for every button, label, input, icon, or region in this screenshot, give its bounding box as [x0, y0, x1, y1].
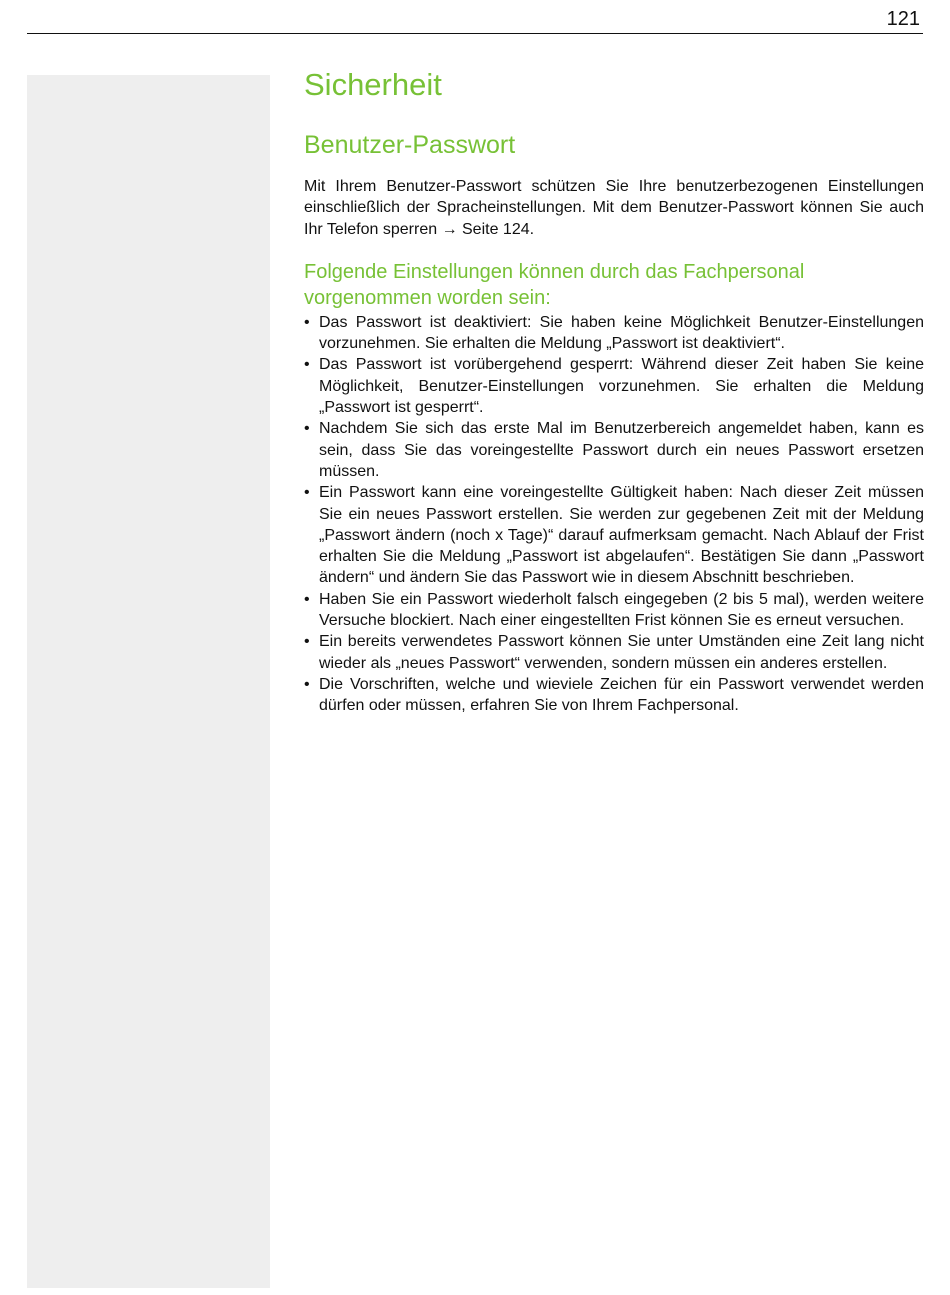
list-item [304, 589, 924, 632]
list-item [304, 354, 924, 418]
list-item [304, 631, 924, 674]
bullet-icon: • [304, 356, 310, 374]
sidebar-panel [27, 75, 270, 1288]
list-item [304, 312, 924, 355]
list-item-text: Ein bereits verwendetes Passwort können Sie unter Umständen eine Zeit lang nicht wieder als „neues Passwort“ verwenden, sondern müssen ein anderes erstellen. [319, 633, 924, 672]
list-item-text: Ein Passwort kann eine voreingestellte Gültigkeit haben: Nach dieser Zeit müssen Sie ein neues Passwort erstellen. Sie werden zur gegebenen Zeit mit der Meldung „Passwort ändern (noch x Tage)“ darauf aufmerksam gemacht. Nach Ablauf der Frist erhalten Sie die Meldung „Passwort ist abgelaufen“. Bestätigen Sie dann „Passwort ändern“ und ändern Sie das Passwort wie in diesem Abschnitt beschrieben. [319, 484, 924, 587]
bullet-icon: • [304, 313, 310, 331]
header-rule [27, 33, 923, 34]
main-content [304, 64, 924, 717]
page-title: Sicherheit [304, 67, 442, 102]
list-item [304, 674, 924, 717]
list-item-text: Das Passwort ist vorübergehend gesperrt: Während dieser Zeit haben Sie keine Möglichkeit, Benutzer-Einstellungen vorzunehmen. Sie erhalten die Meldung „Passwort ist gesperrt“. [319, 356, 924, 417]
list-item [304, 482, 924, 588]
intro-paragraph: Mit Ihrem Benutzer-Passwort schützen Sie Ihre benutzerbezogenen Einstellungen einschließlich der Spracheinstellungen. Mit dem Benutzer-Passwort können Sie auch Ihr Telefon sperren → Seite 124. [304, 178, 924, 238]
bullet-icon: • [304, 484, 310, 502]
list-item-text: Das Passwort ist deaktiviert: Sie haben keine Möglichkeit Benutzer-Einstellungen vorzunehmen. Sie erhalten die Meldung „Passwort ist deaktiviert“. [319, 313, 924, 353]
section-title: Benutzer-Passwort [304, 131, 516, 159]
list-item-text: Haben Sie ein Passwort wiederholt falsch eingegeben (2 bis 5 mal), werden weitere Versuche blockiert. Nach einer eingestellten Frist können Sie es erneut versuchen. [319, 590, 924, 630]
bullet-icon: • [304, 675, 310, 693]
bullet-icon: • [304, 633, 310, 651]
list-item-text: Die Vorschriften, welche und wieviele Zeichen für ein Passwort verwendet werden dürfen oder müssen, erfahren Sie von Ihrem Fachpersonal. [319, 675, 924, 715]
list-item [304, 418, 924, 482]
settings-heading: Folgende Einstellungen können durch das Fachpersonal vorgenommen worden sein: [304, 260, 805, 309]
bullet-icon: • [304, 420, 310, 438]
settings-list [304, 312, 924, 717]
bullet-icon: • [304, 590, 310, 608]
page-number: 121 [886, 8, 920, 30]
list-item-text: Nachdem Sie sich das erste Mal im Benutzerbereich angemeldet haben, kann es sein, dass Sie das voreingestellte Passwort durch ein neues Passwort ersetzen müssen. [319, 420, 924, 480]
